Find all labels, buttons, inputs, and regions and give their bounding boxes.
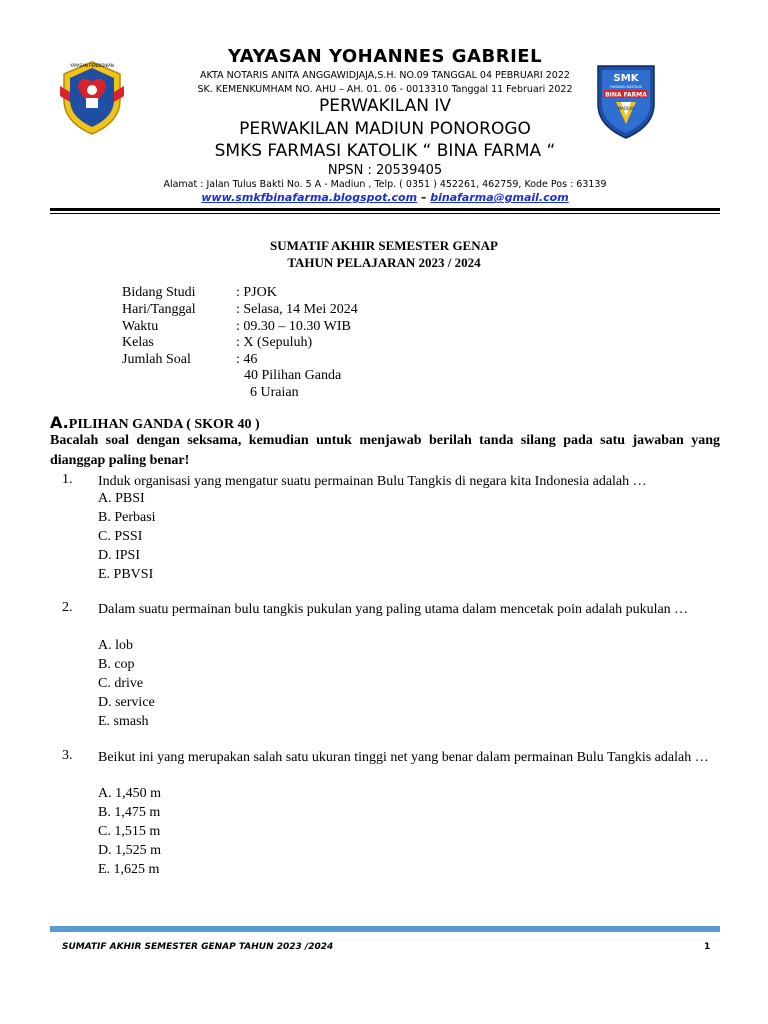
info-value-count: : 46 xyxy=(236,352,258,367)
info-value-class: : X (Sepuluh) xyxy=(236,335,313,350)
npsn: NPSN : 20539405 xyxy=(327,163,443,178)
question-number: 1. xyxy=(62,472,73,487)
info-label-subject: Bidang Studi xyxy=(122,285,196,300)
section-title: PILIHAN GANDA ( SKOR 40 ) xyxy=(68,417,260,432)
contact-links xyxy=(140,191,630,204)
question-text: Dalam suatu permainan bulu tangkis pukulan yang paling utama dalam mencetak poin adalah pukulan … xyxy=(98,602,689,617)
footer-bar xyxy=(50,926,720,932)
logo-right-smk: SMK xyxy=(613,73,639,84)
exam-year: TAHUN PELAJARAN 2023 / 2024 xyxy=(287,255,481,270)
exam-title: SUMATIF AKHIR SEMESTER GENAP xyxy=(270,238,498,253)
question-number: 3. xyxy=(62,748,73,763)
website-link[interactable]: www.smkfbinafarma.blogspot.com xyxy=(201,191,418,204)
representative-line-2: PERWAKILAN MADIUN PONOROGO xyxy=(239,119,531,139)
info-label-date: Hari/Tanggal xyxy=(122,302,196,317)
answer-option: D. service xyxy=(98,695,155,710)
answer-option: E. PBVSI xyxy=(98,567,154,582)
answer-option: B. cop xyxy=(98,657,135,672)
school-address: Alamat : Jalan Tulus Bakti No. 5 A - Madiun , Telp. ( 0351 ) 452261, 462759, Kode Pos : 63139 xyxy=(163,179,607,190)
answer-option: C. drive xyxy=(98,676,144,691)
foundation-name: YAYASAN YOHANNES GABRIEL xyxy=(227,46,543,67)
email-link[interactable]: binafarma@gmail.com xyxy=(430,191,569,204)
foundation-logo xyxy=(56,56,128,136)
answer-option: A. 1,450 m xyxy=(98,786,161,801)
question-text: Induk organisasi yang mengatur suatu permainan Bulu Tangkis di negara kita Indonesia adalah … xyxy=(98,474,647,489)
logo-left-text: YAYASAN PENDIDIKAN xyxy=(70,63,114,68)
info-value-time: : 09.30 – 10.30 WIB xyxy=(236,319,351,334)
section-heading xyxy=(50,413,260,433)
school-name: SMKS FARMASI KATOLIK “ BINA FARMA “ xyxy=(214,141,556,161)
answer-option: C. 1,515 m xyxy=(98,824,161,839)
info-extra-mc: 40 Pilihan Ganda xyxy=(244,368,342,383)
footer-text: SUMATIF AKHIR SEMESTER GENAP TAHUN 2023 /2024 xyxy=(62,942,334,952)
representative-line-1: PERWAKILAN IV xyxy=(318,96,452,116)
header-rule-thick xyxy=(50,208,720,211)
link-separator: – xyxy=(417,191,431,204)
info-value-subject: : PJOK xyxy=(236,285,277,300)
info-label-time: Waktu xyxy=(122,319,159,334)
header-rule-thin xyxy=(50,213,720,214)
answer-option: A. lob xyxy=(98,638,133,653)
answer-option: B. Perbasi xyxy=(98,510,156,525)
answer-option: D. IPSI xyxy=(98,548,141,563)
logo-right-city: MADIUN xyxy=(617,106,635,111)
question-number: 2. xyxy=(62,600,73,615)
info-extra-essay: 6 Uraian xyxy=(250,385,299,400)
logo-right-sub: FARMASI KATOLIK xyxy=(610,85,642,89)
section-instruction: Bacalah soal dengan seksama, kemudian untuk menjawab berilah tanda silang pada satu jawaban yang dianggap paling benar! xyxy=(50,433,720,468)
info-label-count: Jumlah Soal xyxy=(122,352,191,367)
logo-right-banner: BINA FARMA xyxy=(605,91,647,99)
answer-option: D. 1,525 m xyxy=(98,843,161,858)
answer-option: C. PSSI xyxy=(98,529,143,544)
answer-option: E. 1,625 m xyxy=(98,862,160,877)
info-label-class: Kelas xyxy=(122,335,154,350)
info-value-date: : Selasa, 14 Mei 2024 xyxy=(236,302,358,317)
section-letter: A. xyxy=(50,413,69,432)
page-number: 1 xyxy=(704,942,711,952)
question-text: Beikut ini yang merupakan salah satu ukuran tinggi net yang benar dalam permainan Bulu Tangkis adalah … xyxy=(98,750,709,765)
answer-option: A. PBSI xyxy=(98,491,145,506)
answer-option: B. 1,475 m xyxy=(98,805,161,820)
notary-line-2: SK. KEMENKUMHAM NO. AHU – AH. 01. 06 - 0013310 Tanggal 11 Februari 2022 xyxy=(197,84,573,95)
notary-line-1: AKTA NOTARIS ANITA ANGGAWIDJAJA,S.H. NO.09 TANGGAL 04 PEBRUARI 2022 xyxy=(200,70,570,81)
answer-option: E. smash xyxy=(98,714,149,729)
